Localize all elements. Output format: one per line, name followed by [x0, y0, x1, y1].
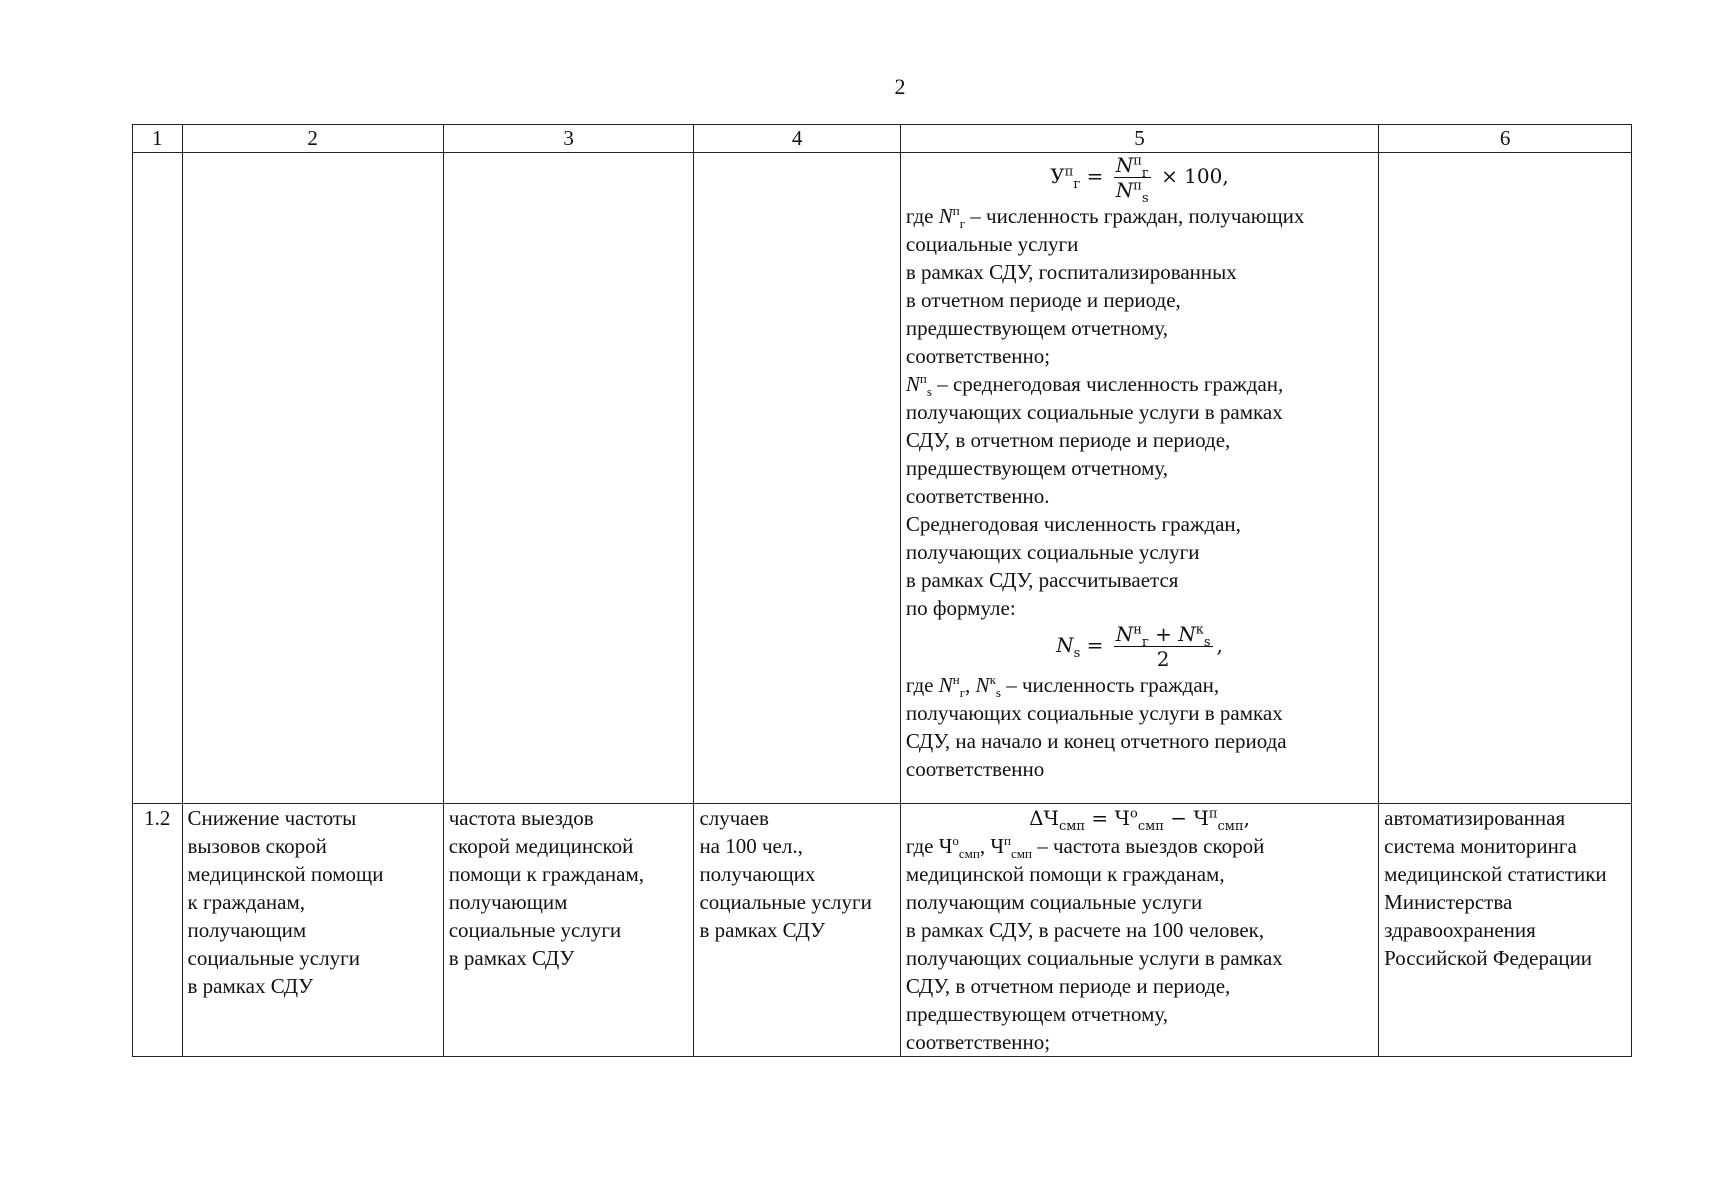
cell-empty-6 — [1379, 153, 1632, 804]
column-header-5: 5 — [900, 125, 1378, 153]
text-line: предшествующем отчетному, — [905, 316, 1169, 340]
text-line: где $N^н_г$, $N^к_s$ – численность граждан, — [905, 672, 1220, 701]
text-line: в рамках СДУ, рассчитывается — [905, 568, 1179, 592]
text-line: соответственно; — [905, 344, 1051, 368]
table-row-continuation — [133, 153, 1632, 804]
cell-data-source: автоматизированная система мониторинга медицинской статистики Министерства здравоохранения Российской Федерации — [1379, 804, 1632, 1057]
column-header-6: 6 — [1379, 125, 1632, 153]
cell-indicator-name: Снижение частоты вызовов скорой медицинской помощи к гражданам, получающим социальные услуги в рамках СДУ — [182, 804, 443, 1057]
cell-unit: случаев на 100 чел., получающих социальные услуги в рамках СДУ — [694, 804, 900, 1057]
text-line: получающих социальные услуги в рамках — [905, 701, 1283, 725]
cell-calculation-method — [900, 153, 1378, 804]
cell-empty-1 — [133, 153, 183, 804]
text-line: СДУ, в отчетном периоде и периоде, — [905, 974, 1231, 998]
text-line: в отчетном периоде и периоде, — [905, 288, 1181, 312]
formula-hospitalization-rate: $У^п_г$ = $\frac{N^п_г}{N^п_s}$ × 100, — [1050, 153, 1229, 206]
cell-empty-2 — [182, 153, 443, 804]
text-line: где $N^п_г$ – численность граждан, получающих — [905, 203, 1305, 232]
row-number: 1.2 — [133, 804, 183, 1057]
text-line: соответственно. — [905, 484, 1050, 508]
column-number-row — [133, 125, 1632, 153]
formula-average-annual-count: $N_s$ = $\frac{N^н_г + N^к_s}{2}$ , — [1056, 622, 1223, 671]
text-line: получающих социальные услуги в рамках — [905, 400, 1283, 424]
column-header-4: 4 — [694, 125, 900, 153]
page-number: 2 — [894, 74, 906, 99]
text-line: предшествующем отчетному, — [905, 1002, 1169, 1026]
cell-calculation-method — [900, 804, 1378, 1057]
column-header-1: 1 — [133, 125, 183, 153]
cell-empty-4 — [694, 153, 900, 804]
text-line: получающих социальные услуги — [905, 540, 1200, 564]
text-line: получающим социальные услуги — [905, 890, 1203, 914]
column-header-2: 2 — [182, 125, 443, 153]
text-line: в рамках СДУ, госпитализированных — [905, 260, 1237, 284]
text-line: где $Ч^о_{смп}$, $Ч^п_{смп}$ – частота выездов скорой — [905, 833, 1265, 862]
text-line: в рамках СДУ, в расчете на 100 человек, — [905, 918, 1265, 942]
text-line: СДУ, на начало и конец отчетного периода — [905, 729, 1287, 753]
text-line: медицинской помощи к гражданам, — [905, 862, 1225, 886]
cell-empty-3 — [443, 153, 694, 804]
fraction: $\frac{N^п_г}{N^п_s}$ — [1115, 153, 1149, 206]
formula-ambulance-frequency: $\Delta Ч_{смп} = Ч^о_{смп} - Ч^п_{смп}$, — [1029, 806, 1250, 834]
text-line: предшествующем отчетному, — [905, 456, 1169, 480]
column-header-3: 3 — [443, 125, 694, 153]
text-line: Среднегодовая численность граждан, — [905, 512, 1241, 536]
text-line: соответственно; — [905, 1030, 1051, 1054]
fraction: $\frac{N^н_г + N^к_s}{2}$ — [1115, 622, 1211, 671]
text-line: СДУ, в отчетном периоде и периоде, — [905, 428, 1231, 452]
indicator-table — [132, 124, 1632, 1057]
text-line: по формуле: — [905, 596, 1016, 620]
table-row-1-2 — [133, 804, 1632, 1057]
text-line: соответственно — [905, 757, 1045, 781]
text-line: социальные услуги — [905, 232, 1079, 256]
text-line: $N^п_s$ – среднегодовая численность граждан, — [905, 371, 1284, 400]
text-line: получающих социальные услуги в рамках — [905, 946, 1283, 970]
cell-indicator-definition: частота выездов скорой медицинской помощи к гражданам, получающим социальные услуги в рамках СДУ — [443, 804, 694, 1057]
